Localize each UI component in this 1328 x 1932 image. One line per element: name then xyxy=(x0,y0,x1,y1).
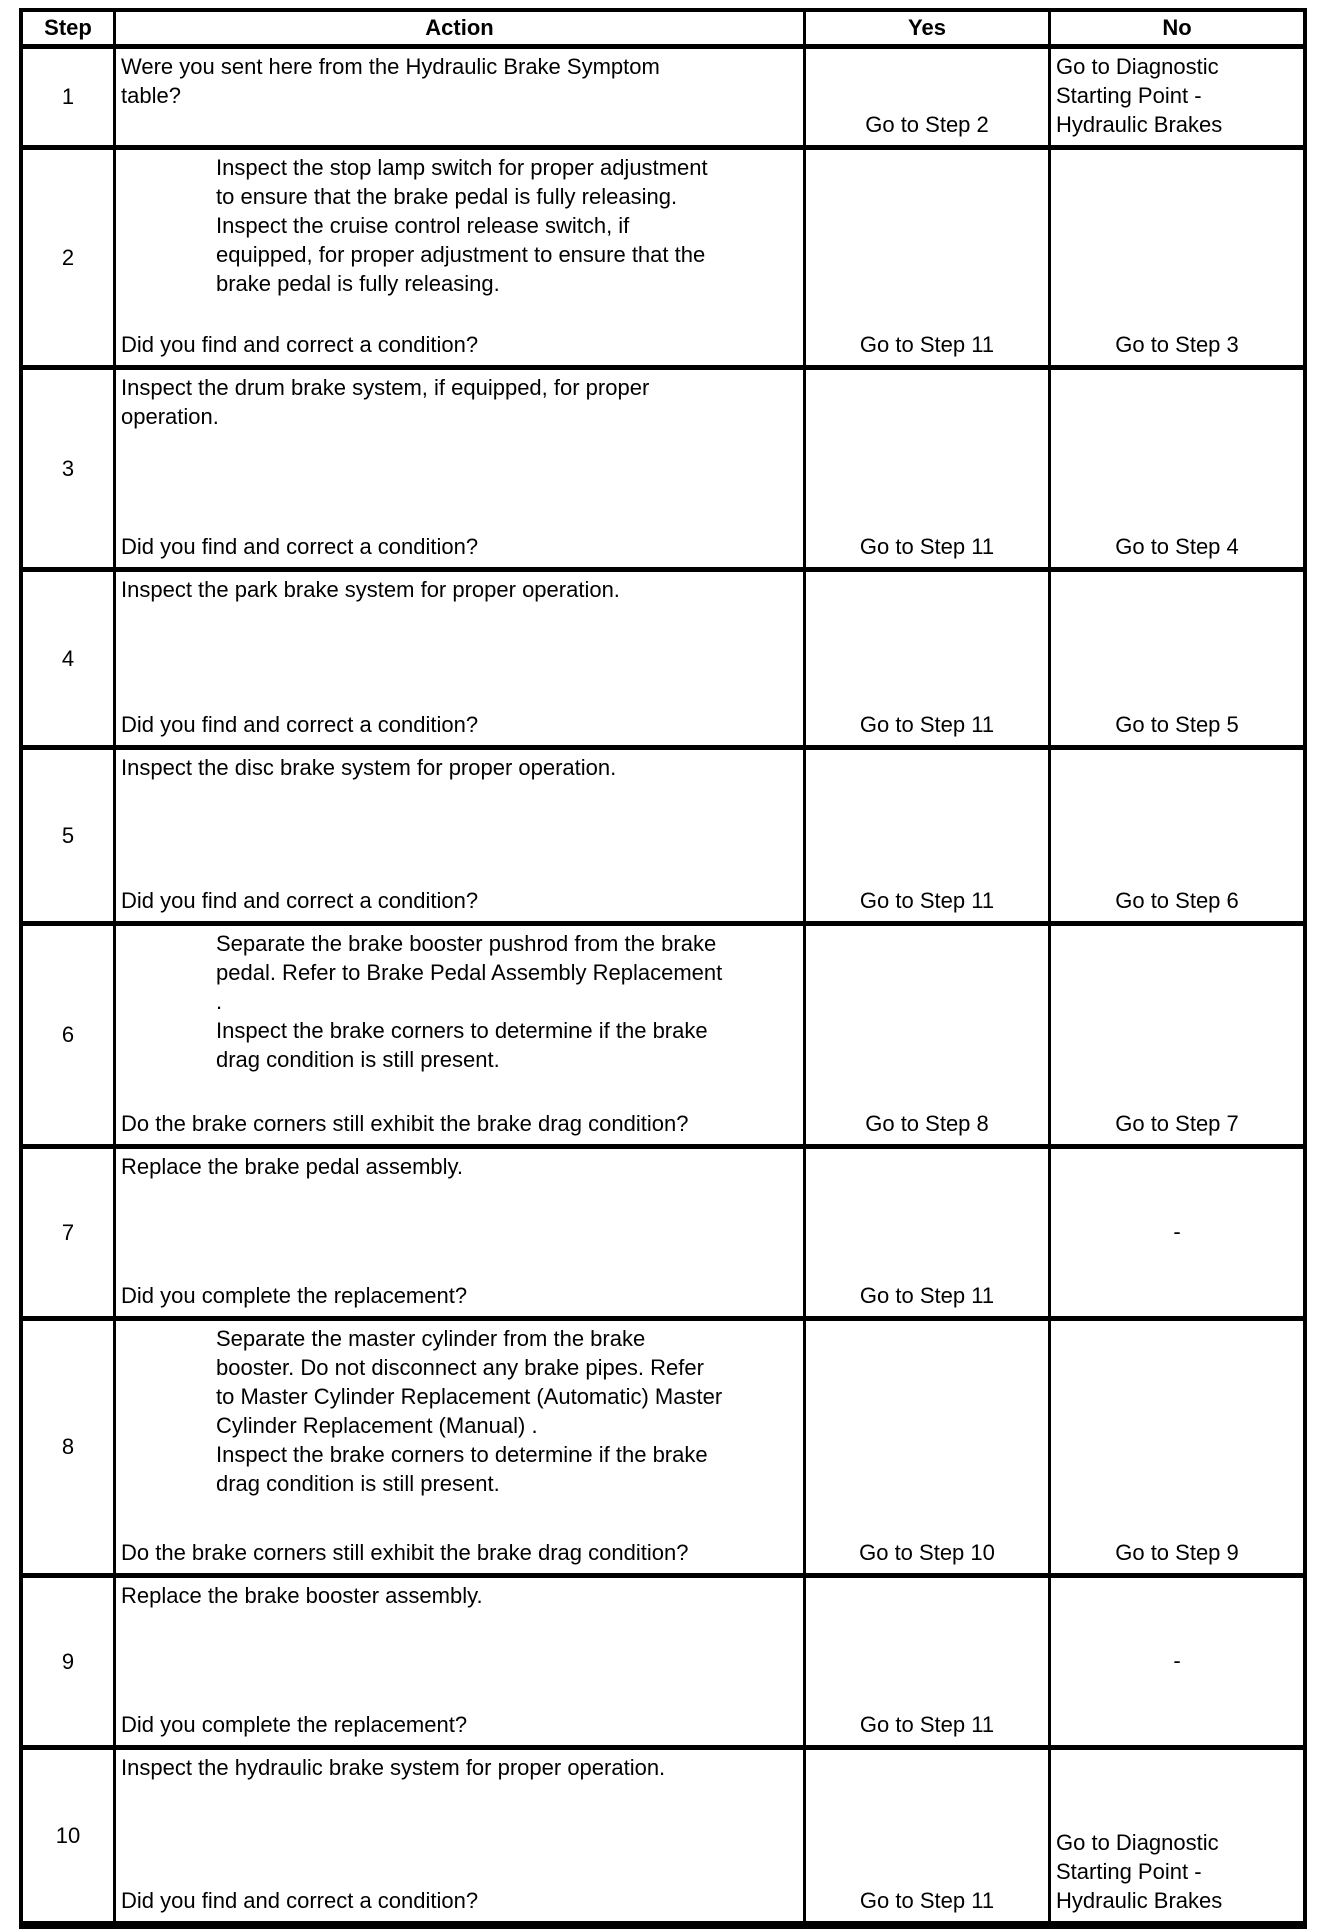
no-cell xyxy=(1051,1578,1303,1745)
no-instruction: - xyxy=(1173,1218,1181,1244)
step-number: 1 xyxy=(61,84,75,109)
action-cell xyxy=(116,370,806,567)
no-instruction: Go to Step 4 xyxy=(1115,534,1239,559)
yes-cell xyxy=(806,150,1051,365)
question-text: Do the brake corners still exhibit the brake drag condition? xyxy=(121,1540,689,1565)
action-paragraph: Inspect the drum brake system, if equipped, for proper operation. xyxy=(121,375,650,429)
no-instruction: Go to Step 5 xyxy=(1115,712,1239,737)
yes-instruction: Go to Step 2 xyxy=(865,112,989,137)
step-cell xyxy=(23,926,116,1144)
step-cell xyxy=(23,370,116,567)
no-instruction: Go to Step 7 xyxy=(1115,1111,1239,1136)
action-paragraph: Inspect the cruise control release switch, if equipped, for proper adjustment to ensure that the brake pedal is fully releasing. xyxy=(216,213,706,296)
yes-cell xyxy=(806,1149,1051,1316)
yes-instruction: Go to Step 11 xyxy=(859,1283,995,1308)
yes-cell xyxy=(806,1578,1051,1745)
yes-cell xyxy=(806,750,1051,921)
question-text: Did you find and correct a condition? xyxy=(121,534,479,559)
step-cell xyxy=(23,1149,116,1316)
no-cell xyxy=(1051,1321,1303,1573)
action-paragraph: Inspect the park brake system for proper operation. xyxy=(121,577,620,602)
no-cell xyxy=(1051,1750,1303,1921)
table-row xyxy=(23,49,1303,150)
no-instruction: Go to Diagnostic Starting Point - Hydraulic Brakes xyxy=(1056,1830,1223,1913)
no-instruction: Go to Step 3 xyxy=(1115,332,1239,357)
step-number: 4 xyxy=(61,645,75,671)
action-text xyxy=(121,373,797,431)
action-cell xyxy=(116,1149,806,1316)
table-header-row xyxy=(23,12,1303,49)
no-cell xyxy=(1051,1149,1303,1316)
no-cell xyxy=(1051,750,1303,921)
no-cell xyxy=(1051,572,1303,745)
table-row xyxy=(23,1149,1303,1321)
no-cell xyxy=(1051,370,1303,567)
yes-cell xyxy=(806,370,1051,567)
table-row xyxy=(23,926,1303,1149)
header-action: Action xyxy=(116,12,806,44)
yes-cell xyxy=(806,49,1051,145)
table-row xyxy=(23,150,1303,370)
header-no: No xyxy=(1162,15,1192,40)
action-paragraph: Inspect the hydraulic brake system for proper operation. xyxy=(121,1755,666,1780)
table-row xyxy=(23,370,1303,572)
action-cell xyxy=(116,49,806,145)
step-cell xyxy=(23,150,116,365)
question-text: Did you find and correct a condition? xyxy=(121,332,479,357)
step-number: 7 xyxy=(61,1219,75,1245)
header-step: Step xyxy=(23,12,116,44)
step-number: 5 xyxy=(61,822,75,848)
action-paragraph: Replace the brake booster assembly. xyxy=(121,1583,483,1608)
action-cell xyxy=(116,1750,806,1921)
step-number: 3 xyxy=(61,455,75,481)
no-cell xyxy=(1051,150,1303,365)
no-instruction: Go to Diagnostic Starting Point - Hydraulic Brakes xyxy=(1056,54,1223,137)
diagnostic-table xyxy=(19,8,1307,1929)
action-text xyxy=(121,1324,797,1498)
step-cell xyxy=(23,49,116,145)
table-row xyxy=(23,572,1303,750)
action-paragraph: Separate the brake booster pushrod from the brake pedal. Refer to Brake Pedal Assembly Replacement xyxy=(216,931,723,985)
action-cell xyxy=(116,150,806,365)
question-text: Did you find and correct a condition? xyxy=(121,712,479,737)
action-cell xyxy=(116,750,806,921)
action-paragraph: Inspect the brake corners to determine if the brake drag condition is still present. xyxy=(216,1442,708,1496)
action-text xyxy=(121,1152,797,1181)
yes-cell xyxy=(806,1750,1051,1921)
action-text xyxy=(121,1581,797,1610)
action-paragraph: Were you sent here from the Hydraulic Brake Symptom table? xyxy=(121,54,660,108)
yes-cell xyxy=(806,926,1051,1144)
step-number: 2 xyxy=(61,244,75,270)
action-cell xyxy=(116,572,806,745)
action-text xyxy=(121,753,797,782)
step-number: 9 xyxy=(61,1648,75,1674)
yes-instruction: Go to Step 11 xyxy=(859,712,995,737)
yes-instruction: Go to Step 10 xyxy=(859,1540,995,1565)
table-row xyxy=(23,1321,1303,1578)
yes-cell xyxy=(806,572,1051,745)
question-text: Did you complete the replacement? xyxy=(121,1283,468,1308)
step-number: 6 xyxy=(61,1022,75,1047)
action-paragraph: Inspect the brake corners to determine if the brake drag condition is still present. xyxy=(216,1018,708,1072)
step-cell xyxy=(23,1750,116,1921)
question-text: Did you find and correct a condition? xyxy=(121,1888,479,1913)
question-text: Did you complete the replacement? xyxy=(121,1712,468,1737)
action-paragraph: . xyxy=(216,989,223,1014)
action-paragraph: Inspect the disc brake system for proper operation. xyxy=(121,755,617,780)
action-cell xyxy=(116,1321,806,1573)
no-instruction: Go to Step 9 xyxy=(1115,1540,1239,1565)
yes-instruction: Go to Step 11 xyxy=(859,1712,995,1737)
header-yes: Yes xyxy=(806,12,1051,44)
yes-instruction: Go to Step 11 xyxy=(859,888,995,913)
table-row xyxy=(23,1578,1303,1750)
action-text xyxy=(121,1753,797,1782)
step-cell xyxy=(23,750,116,921)
action-paragraph: Replace the brake pedal assembly. xyxy=(121,1154,464,1179)
question-text: Did you find and correct a condition? xyxy=(121,888,479,913)
step-cell xyxy=(23,1321,116,1573)
step-number: 8 xyxy=(61,1434,75,1459)
action-paragraph: Inspect the stop lamp switch for proper adjustment to ensure that the brake pedal is fully releasing. xyxy=(216,155,708,209)
step-number: 10 xyxy=(55,1822,81,1848)
action-text xyxy=(121,52,797,110)
no-cell xyxy=(1051,926,1303,1144)
no-instruction: - xyxy=(1173,1647,1181,1673)
table-body xyxy=(23,49,1303,1921)
action-cell xyxy=(116,1578,806,1745)
yes-instruction: Go to Step 11 xyxy=(859,1888,995,1913)
no-cell xyxy=(1051,49,1303,145)
action-cell xyxy=(116,926,806,1144)
yes-instruction: Go to Step 8 xyxy=(865,1111,989,1136)
action-text xyxy=(121,929,797,1074)
no-instruction: Go to Step 6 xyxy=(1115,888,1239,913)
action-paragraph: Separate the master cylinder from the brake booster. Do not disconnect any brake pipes. Refer to Master Cylinder Replacement (Automatic) Master Cylinder Replacement (Manual) . xyxy=(216,1326,723,1438)
question-text: Do the brake corners still exhibit the brake drag condition? xyxy=(121,1111,689,1136)
action-text xyxy=(121,575,797,604)
step-cell xyxy=(23,572,116,745)
step-cell xyxy=(23,1578,116,1745)
yes-instruction: Go to Step 11 xyxy=(859,534,995,559)
action-text xyxy=(121,153,797,298)
table-row xyxy=(23,1750,1303,1921)
yes-cell xyxy=(806,1321,1051,1573)
table-row xyxy=(23,750,1303,926)
yes-instruction: Go to Step 11 xyxy=(859,332,995,357)
